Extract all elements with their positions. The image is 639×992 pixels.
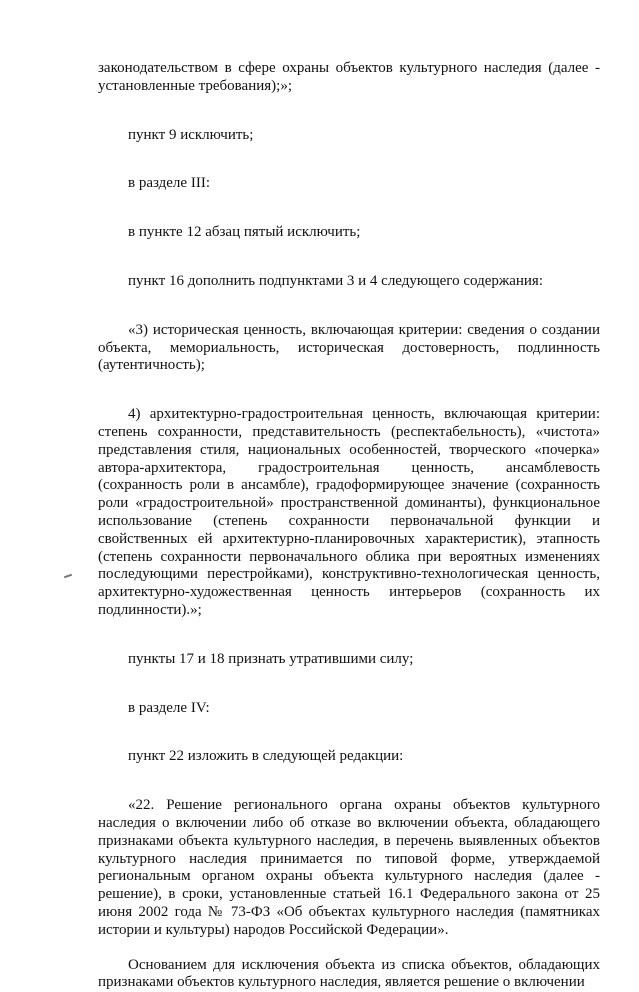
- paragraph-items-17-18: пункты 17 и 18 признать утратившими силу;: [98, 651, 600, 669]
- paragraph-item-12: в пункте 12 абзац пятый исключить;: [98, 224, 600, 242]
- paragraph-subitem-4: 4) архитектурно-градостроительная ценность, включающая критерии: степень сохранности, представительность (респектабельность), «чистота» представления стиля, национальных особенностей, творческого «почерка» автора-архитектора, градостроительная ценность, ансамблевость (сохранность роли в ансамбле), градоформирующее значение (сохранность роли «градостроительной» пространственной доминанты), функциональное использование (степень сохранности первоначальной функции и свойственных ей архитектурно-планировочных характеристик), этапность (степень сохранности первоначального облика при вероятных изменениях последующими перестройками), конструктивно-технологическая ценность, архитектурно-художественная ценность интерьеров (сохранность их подлинности).»;: [98, 406, 600, 620]
- paragraph-section-4: в разделе IV:: [98, 700, 600, 718]
- paragraph-legislation-continuation: законодательством в сфере охраны объектов культурного наследия (далее - установленные требования);»;: [98, 60, 600, 96]
- paragraph-item-9: пункт 9 исключить;: [98, 127, 600, 145]
- document-body: [98, 60, 600, 992]
- paragraph-exclusion-basis: Основанием для исключения объекта из списка объектов, обладающих признаками объектов культурного наследия, является решение о включении: [98, 957, 600, 992]
- paragraph-subitem-3: «3) историческая ценность, включающая критерии: сведения о создании объекта, мемориальность, историческая достоверность, подлинность (аутентичность);: [98, 322, 600, 375]
- paragraph-section-3: в разделе III:: [98, 175, 600, 193]
- paragraph-item-22-text: «22. Решение регионального органа охраны объектов культурного наследия о включении либо об отказе во включении объекта, обладающего признаками объекта культурного наследия, в перечень выявленных объектов культурного наследия принимается по типовой форме, утверждаемой региональным органом охраны объекта культурного наследия (далее - решение), в сроки, установленные статьей 16.1 Федерального закона от 25 июня 2002 года № 73-ФЗ «Об объектах культурного наследия (памятниках истории и культуры) народов Российской Федерации».: [98, 797, 600, 939]
- paragraph-item-16: пункт 16 дополнить подпунктами 3 и 4 следующего содержания:: [98, 273, 600, 291]
- scan-speck: [64, 574, 72, 579]
- paragraph-item-22: пункт 22 изложить в следующей редакции:: [98, 748, 600, 766]
